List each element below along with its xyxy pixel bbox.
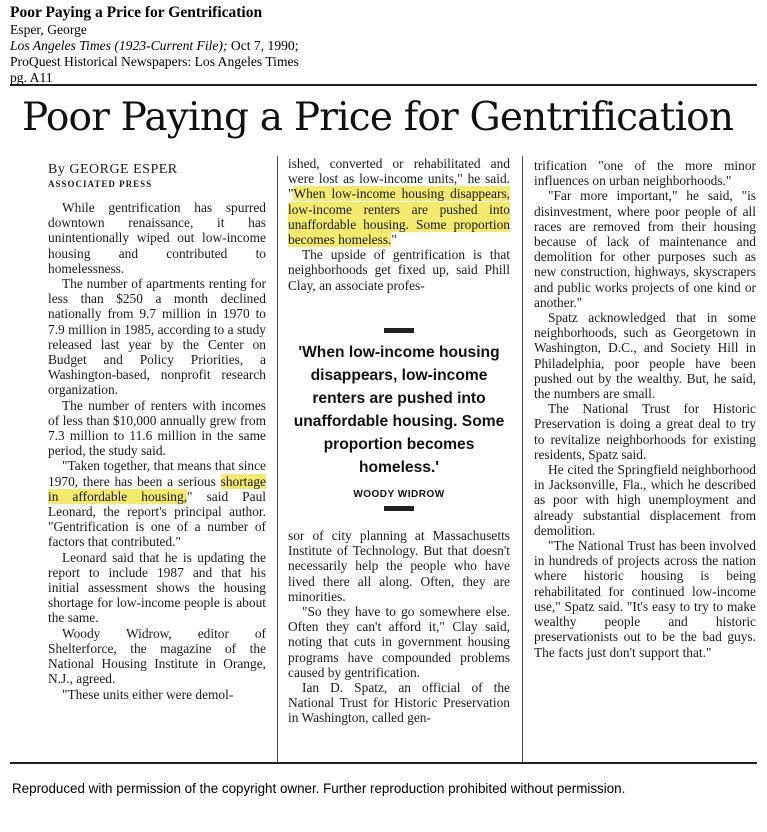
paragraph xyxy=(48,458,266,549)
paragraph: "Far more important," he said, "is disinvestment, where poor people of all races are removed from their housing because of lack of maintenance and demolition for other purposes such as new construction, highways, skyscrapers and public works projects of one kind or another." xyxy=(534,188,756,310)
paragraph: He cited the Springfield neighborhood in Jacksonville, Fla., which he described as poor with high unemployment and already substantial displacement from demolition. xyxy=(534,462,756,538)
paragraph: "So they have to go somewhere else. Often they can't afford it," Clay said, noting that cuts in government housing programs have compounded problems caused by gentrification. xyxy=(288,604,510,680)
citation-source-line xyxy=(10,38,340,54)
text-run: ished, converted or rehabilitated and were lost as low-income units," he said. " xyxy=(288,156,510,202)
paragraph: "The National Trust has been involved in hundreds of projects across the nation where historic housing is being rehabilitated for continued low-income use," Spatz said. "It's easy to try to make wealthy people and historic preservationists out to be the bad guys. The facts just don't support that." xyxy=(534,538,756,660)
copyright-notice: Reproduced with permission of the copyright owner. Further reproduction prohibited without permission. xyxy=(12,781,626,796)
bottom-divider xyxy=(10,762,757,764)
column-divider xyxy=(277,156,278,764)
pull-quote-bar xyxy=(384,506,414,511)
paragraph: While gentrification has spurred downtown renaissance, it has unintentionally wiped out low-income housing and contributed to homelessness. xyxy=(48,200,266,276)
citation-header xyxy=(10,4,340,86)
paragraph: Woody Widrow, editor of Shelterforce, the magazine of the National Housing Institute in Orange, N.J., agreed. xyxy=(48,625,266,687)
paragraph: The number of renters with incomes of less than $10,000 annually grew from 7.3 million to 11.6 million in the same period, the study said. xyxy=(48,397,266,459)
pull-quote-bar xyxy=(384,328,414,333)
paragraph: trification "one of the more minor influences on urban neighborhoods." xyxy=(534,158,756,189)
byline: By GEORGE ESPER xyxy=(48,162,178,177)
text-run: "Taken together, that means that since 1970, there has been a serious xyxy=(48,458,266,489)
highlighted-text: When low-income housing disappears, low-income renters are pushed into unaffordable housing. Some proportion becomes homeless. xyxy=(288,186,510,248)
pull-quote-author: WOODY WIDROW xyxy=(353,489,445,500)
citation-title: Poor Paying a Price for Gentrification xyxy=(10,4,263,21)
citation-database: ProQuest Historical Newspapers: Los Angeles Times xyxy=(10,54,299,69)
paragraph: Leonard said that he is updating the report to include 1987 and that his initial assessment shows the housing shortage for low-income people is about the same. xyxy=(48,549,266,626)
highlighted-text: shortage in affordable housing, xyxy=(48,473,266,504)
citation-author: Esper, George xyxy=(10,22,87,37)
agency-credit: ASSOCIATED PRESS xyxy=(48,179,153,189)
paragraph: Ian D. Spatz, an official of the National Trust for Historic Preservation in Washington, called gen- xyxy=(288,680,510,726)
column-2-bottom xyxy=(288,528,510,726)
citation-date: Oct 7, 1990; xyxy=(227,38,299,53)
article-headline: Poor Paying a Price for Gentrification xyxy=(22,95,734,140)
column-divider xyxy=(522,156,523,764)
citation-page: pg. A11 xyxy=(10,70,53,85)
paragraph xyxy=(288,156,510,247)
paragraph: sor of city planning at Massachusetts Institute of Technology. But that doesn't necessarily help the people who have lived there all along. Often, they are minorities. xyxy=(288,528,510,604)
column-1 xyxy=(48,162,266,702)
paragraph: Spatz acknowledged that in some neighborhoods, such as Georgetown in Washington, D.C., and Society Hill in Philadelphia, poor people have been pushed out by the wealthy. But, he said, the numbers are small. xyxy=(534,310,756,402)
paragraph: The upside of gentrification is that neighborhoods get fixed up, said Phill Clay, an associate profes- xyxy=(288,247,510,293)
top-divider xyxy=(10,84,757,86)
text-run: " xyxy=(391,232,397,248)
citation-source: Los Angeles Times (1923-Current File); xyxy=(10,38,228,53)
pull-quote xyxy=(288,322,510,510)
paragraph: "These units either were demol- xyxy=(62,686,234,702)
paragraph: The National Trust for Historic Preservation is doing a great deal to try to revitalize neighborhoods for existing residents, Spatz said. xyxy=(534,401,756,462)
column-3 xyxy=(534,158,756,660)
pull-quote-text: 'When low-income housing disappears, low-income renters are pushed into unaffordable housing. Some proportion becomes homeless.' xyxy=(293,344,505,476)
column-2-top xyxy=(288,156,510,293)
text-run: " said Paul Leonard, the report's principal author. "Gentrification is one of a number of factors that contributed." xyxy=(48,488,266,550)
paragraph: The number of apartments renting for less than $250 a month declined nationally from 9.7 million in 1970 to 7.9 million in 1985, according to a study released last year by the Center on Budget and Policy Priorities, a Washington-based, nonprofit research organization. xyxy=(48,276,266,398)
